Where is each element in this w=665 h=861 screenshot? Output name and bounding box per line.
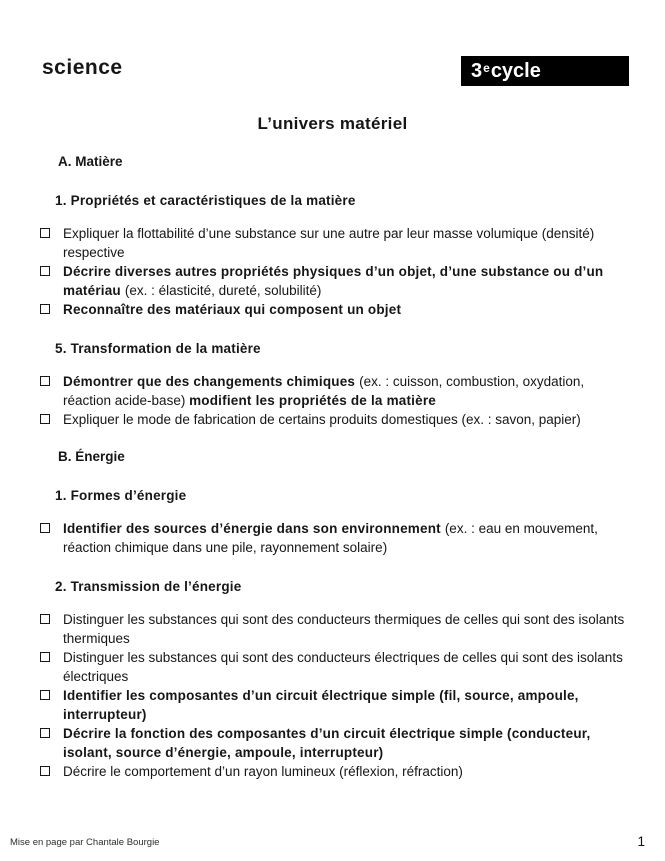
checkbox-icon — [40, 766, 50, 776]
item-text-segment: Distinguer les substances qui sont des conducteurs thermiques de celles qui sont des isolants thermiques — [63, 612, 625, 646]
item-text-segment: Décrire la fonction des composantes d’un circuit électrique simple (conducteur, isolant, source d’énergie, ampoule, interrupteur) — [63, 726, 591, 760]
cycle-badge-sup: e — [483, 61, 490, 75]
checklist-item — [40, 300, 635, 319]
section-heading: A. Matière — [58, 154, 123, 169]
item-text-segment: Décrire le comportement d’un rayon lumineux (réflexion, réfraction) — [63, 764, 463, 779]
item-text — [63, 519, 635, 557]
item-text — [63, 410, 635, 429]
checkbox-icon — [40, 728, 50, 738]
item-text-segment: (ex. : cuisson, combustion, oxydation, réaction acide-base) — [63, 374, 585, 408]
item-text — [63, 724, 635, 762]
subject-label: science — [42, 56, 123, 79]
cycle-badge — [461, 56, 629, 86]
subsection-heading: 5. Transformation de la matière — [55, 341, 261, 356]
footer-credit: Mise en page par Chantale Bourgie — [10, 837, 160, 848]
item-text-segment: Décrire diverses autres propriétés physiques d’un objet, d’une substance ou d’un matériau — [63, 264, 604, 298]
item-text-segment: Identifier les composantes d’un circuit électrique simple (fil, source, ampoule, interrupteur) — [63, 688, 579, 722]
item-text — [63, 300, 635, 319]
checkbox-icon — [40, 266, 50, 276]
checklist-content — [0, 152, 665, 781]
checklist-item — [40, 410, 635, 429]
checklist-item — [40, 519, 635, 557]
checklist-item — [40, 686, 635, 724]
item-text-segment: Distinguer les substances qui sont des conducteurs électriques de celles qui sont des isolants électriques — [63, 650, 623, 684]
checklist-item — [40, 372, 635, 410]
item-text-segment: Expliquer la flottabilité d’une substance sur une autre par leur masse volumique (densité) respective — [63, 226, 595, 260]
item-text — [63, 686, 635, 724]
item-text-segment: Démontrer que des changements chimiques — [63, 374, 360, 389]
item-text-segment: modifient les propriétés de la matière — [189, 393, 436, 408]
page-number: 1 — [637, 834, 645, 849]
checkbox-icon — [40, 614, 50, 624]
item-text-segment: Reconnaître des matériaux qui composent un objet — [63, 302, 402, 317]
subsection-heading: 1. Propriétés et caractéristiques de la matière — [55, 193, 356, 208]
item-text-segment: (ex. : élasticité, dureté, solubilité) — [124, 283, 322, 298]
item-text — [63, 610, 635, 648]
item-text-segment: Identifier des sources d’énergie dans son environnement — [63, 521, 445, 536]
page-header — [0, 0, 665, 86]
checkbox-icon — [40, 652, 50, 662]
cycle-badge-rest: cycle — [490, 59, 541, 82]
checklist-item — [40, 762, 635, 781]
checkbox-icon — [40, 690, 50, 700]
item-text-segment: (ex. : eau en mouvement, réaction chimique dans une pile, rayonnement solaire) — [63, 521, 598, 555]
checklist-item — [40, 724, 635, 762]
subsection-heading: 2. Transmission de l’énergie — [55, 579, 242, 594]
checklist-item — [40, 610, 635, 648]
item-text — [63, 372, 635, 410]
cycle-badge-number: 3 — [471, 59, 483, 82]
checkbox-icon — [40, 304, 50, 314]
checklist-item — [40, 224, 635, 262]
checklist-item — [40, 648, 635, 686]
checkbox-icon — [40, 523, 50, 533]
item-text — [63, 262, 635, 300]
subsection-heading: 1. Formes d’énergie — [55, 488, 187, 503]
checkbox-icon — [40, 228, 50, 238]
checkbox-icon — [40, 414, 50, 424]
section-heading: B. Énergie — [58, 449, 125, 464]
checklist-item — [40, 262, 635, 300]
checkbox-icon — [40, 376, 50, 386]
page-title: L’univers matériel — [257, 114, 408, 133]
item-text — [63, 224, 635, 262]
item-text-segment: Expliquer le mode de fabrication de certains produits domestiques (ex. : savon, papier) — [63, 412, 581, 427]
item-text — [63, 762, 635, 781]
item-text — [63, 648, 635, 686]
